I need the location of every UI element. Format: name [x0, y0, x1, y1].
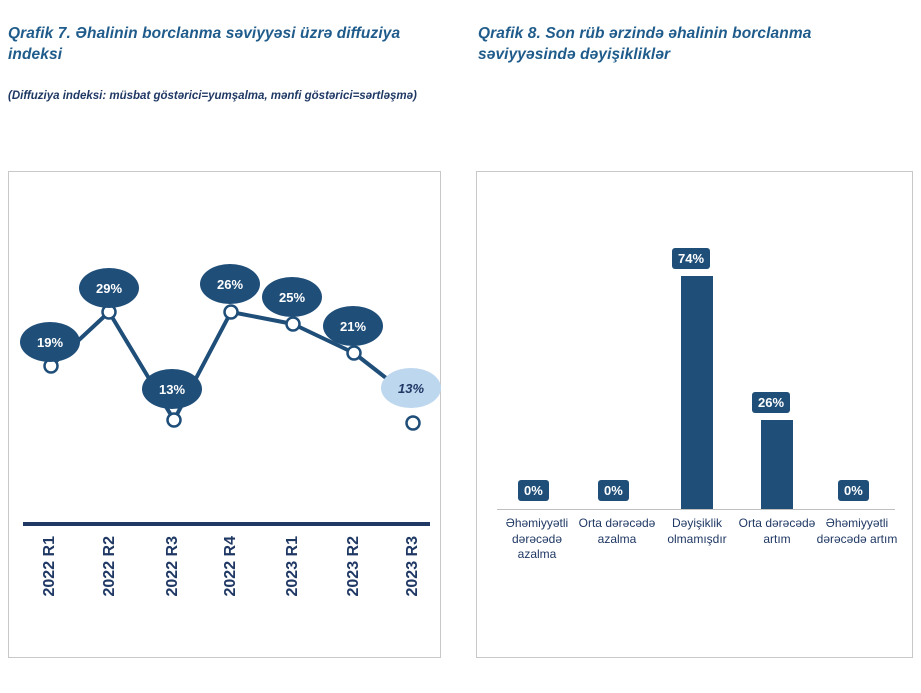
chart-title-right: Qrafik 8. Son rüb ərzində əhalinin borclanma səviyyəsində dəyişikliklər: [478, 25, 812, 63]
bar-chart-container: [476, 171, 913, 658]
bar-column: [657, 172, 737, 509]
line-chart-plot: [9, 172, 442, 659]
bar-category-label: Orta dərəcədə artım: [738, 516, 816, 546]
data-label-bubble: 19%: [20, 322, 80, 362]
bar-category-label: Əhəmiyyətli dərəcədə azalma: [505, 516, 569, 562]
data-label-bubble: 26%: [200, 264, 260, 304]
chart-title-left: Qrafik 7. Əhalinin borclanma səviyyəsi üzrə diffuziya indeksi: [8, 25, 401, 63]
x-axis-line: [23, 522, 430, 526]
x-axis-labels: [23, 532, 430, 652]
x-axis-tick-label: 2022 R4: [222, 536, 239, 597]
bar-category-label: Əhəmiyyətli dərəcədə artım: [816, 516, 898, 546]
x-axis-tick-label: 2023 R2: [345, 536, 362, 597]
line-chart-container: [8, 171, 441, 658]
data-label-bubble: 25%: [262, 277, 322, 317]
bar-category-label: Orta dərəcədə azalma: [578, 516, 656, 546]
data-label-bubble: 29%: [79, 268, 139, 308]
bar-chart-plot: [477, 172, 914, 659]
chart-panel-right: [466, 0, 921, 693]
bar-rect: [681, 276, 713, 509]
bar-column: [497, 172, 577, 509]
bar-value-label: 0%: [598, 480, 629, 501]
data-label-bubble: 21%: [323, 306, 383, 346]
data-label-bubble-highlight: 13%: [381, 368, 441, 408]
chart-panel-left: [0, 0, 460, 693]
bar-value-label: 0%: [838, 480, 869, 501]
bar-value-label: 0%: [518, 480, 549, 501]
bar-rect: [761, 420, 793, 509]
x-axis-tick-label: 2022 R2: [101, 536, 118, 597]
bar-category-label: Dəyişiklik olmamışdır: [667, 516, 727, 546]
bar-value-label: 74%: [672, 248, 710, 269]
x-axis-tick-label: 2023 R1: [284, 536, 301, 597]
data-label-bubble: 13%: [142, 369, 202, 409]
chart-subtitle-left: (Diffuziya indeksi: müsbat göstərici=yumşalma, mənfi göstərici=sərtləşmə): [8, 90, 417, 102]
x-axis-tick-label: 2022 R3: [164, 536, 181, 597]
bar-column: [737, 172, 817, 509]
bar-column: [577, 172, 657, 509]
bar-x-axis-line: [497, 509, 895, 510]
x-axis-tick-label: 2022 R1: [41, 536, 58, 597]
x-axis-tick-label: 2023 R3: [404, 536, 421, 597]
bar-column: [817, 172, 897, 509]
bar-value-label: 26%: [752, 392, 790, 413]
